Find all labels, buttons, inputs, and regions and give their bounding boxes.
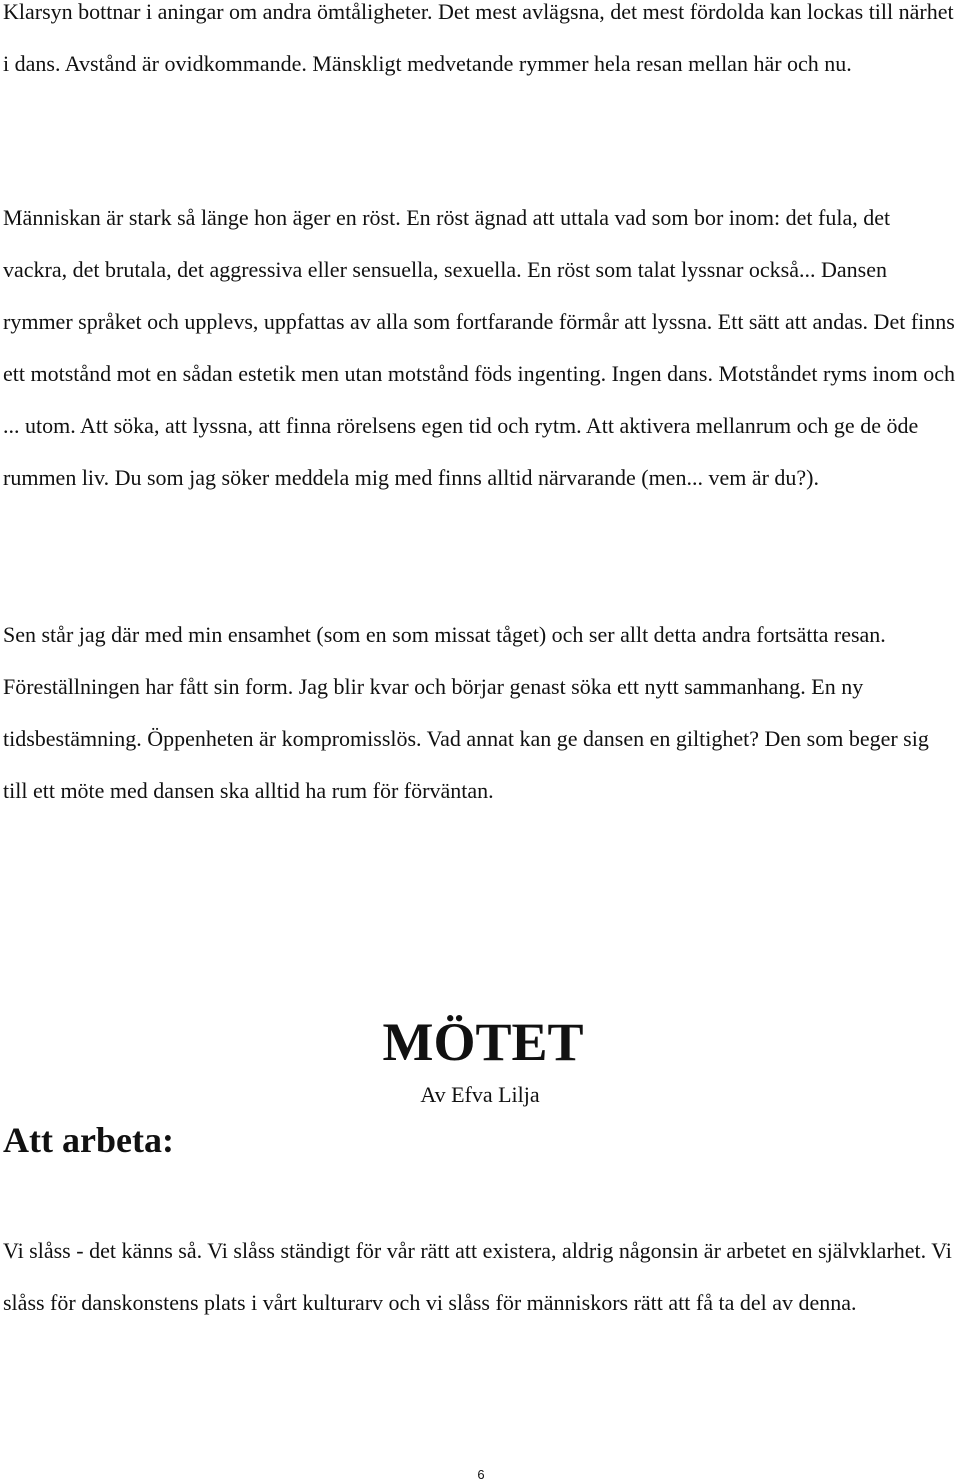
- page-number: 6: [477, 1467, 485, 1482]
- body-paragraph-3: Sen står jag där med min ensamhet (som en som missat tåget) och ser allt detta andra fortsätta resan. Föreställningen har fått sin form. Jag blir kvar och börjar genast söka ett nytt sammanhang. En ny tidsbestämning. Öppenheten är kompromisslös. Vad annat kan ge dansen en giltighet? Den som beger sig till ett möte med dansen ska alltid ha rum för förväntan.: [3, 622, 929, 803]
- body-paragraph-1: Klarsyn bottnar i aningar om andra ömtåligheter. Det mest avlägsna, det mest fördolda kan lockas till närhet i dans. Avstånd är ovidkommande. Mänskligt medvetande rymmer hela resan mellan här och nu.: [3, 0, 954, 76]
- section-heading: Att arbeta:: [3, 1120, 174, 1160]
- body-paragraph-2: Människan är stark så länge hon äger en röst. En röst ägnad att uttala vad som bor inom: det fula, det vackra, det brutala, det aggressiva eller sensuella, sexuella. En röst som talat lyssnar också... Dansen rymmer språket och upplevs, uppfattas av alla som fortfarande förmår att lyssna. Ett sätt att andas. Det finns ett motstånd mot en sådan estetik men utan motstånd föds ingenting. Ingen dans. Motståndet ryms inom och ... utom. Att söka, att lyssna, att finna rörelsens egen tid och rytm. Att aktivera mellanrum och ge de öde rummen liv. Du som jag söker meddela mig med finns alltid närvarande (men... vem är du?).: [3, 205, 955, 490]
- article-title: MÖTET: [382, 1012, 584, 1072]
- article-byline: Av Efva Lilja: [420, 1082, 540, 1107]
- body-paragraph-4: Vi slåss - det känns så. Vi slåss ständigt för vår rätt att existera, aldrig någonsin är arbetet en självklarhet. Vi slåss för danskonstens plats i vårt kulturarv och vi slåss för människors rätt att få ta del av denna.: [3, 1238, 952, 1315]
